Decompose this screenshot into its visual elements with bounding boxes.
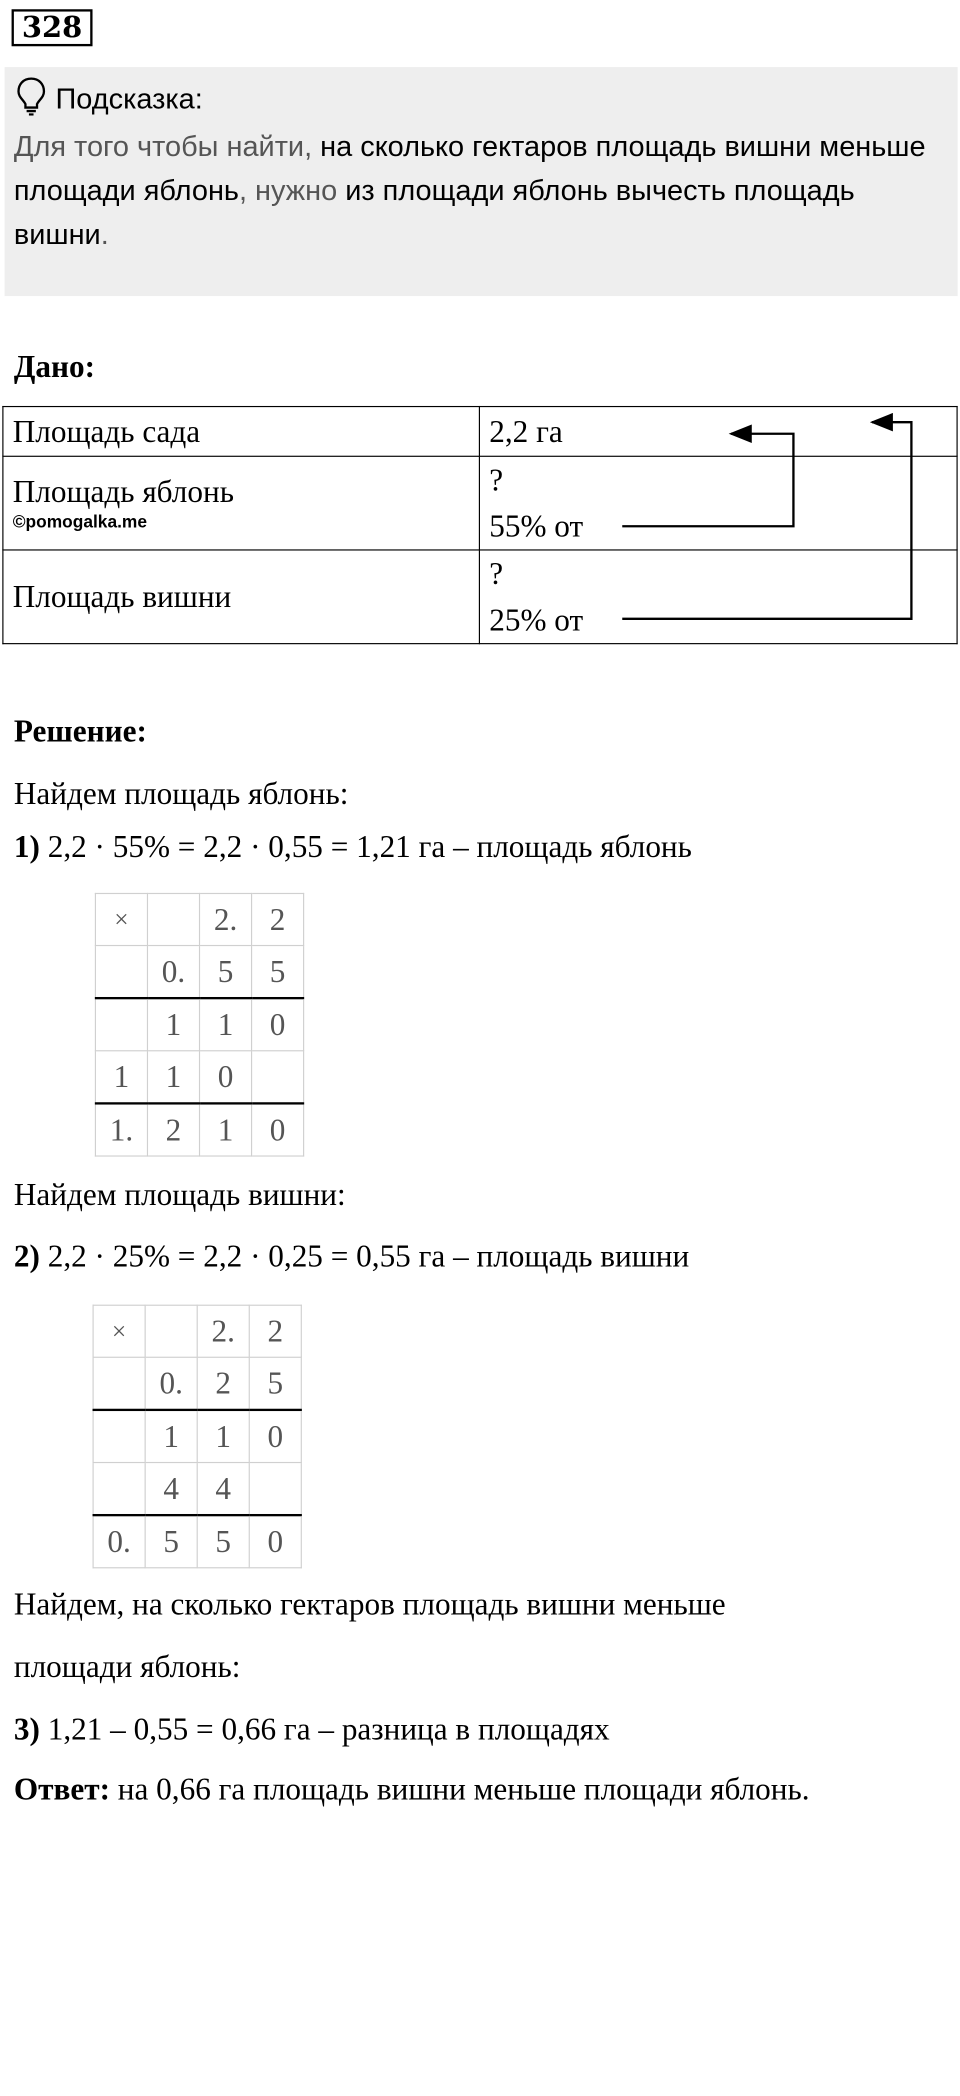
given-table xyxy=(2,406,957,647)
table-row xyxy=(3,550,957,644)
hint-header xyxy=(16,76,203,123)
calc-cell: 5 xyxy=(200,946,252,999)
calc-cell: × xyxy=(93,1305,145,1357)
calc-row xyxy=(93,1515,301,1568)
step-number: 2) xyxy=(13,1238,40,1274)
step-number: 1) xyxy=(13,829,40,864)
hint-part: . xyxy=(100,218,109,251)
given-label: Площадь сада xyxy=(3,407,480,457)
calc-cell: 2. xyxy=(200,893,252,945)
given-value: ? xyxy=(489,556,504,592)
calc-cell: 4 xyxy=(145,1463,197,1516)
step-text: 1,21 – 0,55 = 0,66 га – разница в площадях xyxy=(39,1711,610,1747)
calc-cell xyxy=(95,998,147,1051)
calc-cell: × xyxy=(95,893,147,945)
lightbulb-icon xyxy=(16,76,46,123)
calc-cell xyxy=(252,1051,304,1104)
calc-cell: 0 xyxy=(252,998,304,1051)
calc-row xyxy=(95,1103,303,1156)
calc-row xyxy=(93,1463,301,1516)
table-row xyxy=(3,407,957,457)
calc-cell xyxy=(95,946,147,999)
multiplication-table-1 xyxy=(95,893,304,1157)
step-text: 2,2 · 25% = 2,2 · 0,25 = 0,55 га – площадь вишни xyxy=(39,1238,690,1274)
calc-cell: 2 xyxy=(197,1357,249,1410)
solution-heading: Решение: xyxy=(13,713,147,749)
calc-cell: 1 xyxy=(197,1410,249,1463)
given-label: Площадь яблонь xyxy=(12,474,234,509)
calc-cell: 5 xyxy=(249,1357,301,1410)
answer-label: Ответ: xyxy=(13,1771,110,1807)
hint-part-bold: из площади яблонь вычесть площадь вишни xyxy=(13,174,855,251)
given-value: 2,2 га xyxy=(479,407,957,457)
calc-row xyxy=(93,1305,301,1357)
step1-intro: Найдем площадь яблонь: xyxy=(13,776,349,811)
given-value: ? xyxy=(489,462,504,498)
table-row xyxy=(3,456,957,550)
calc-cell: 1 xyxy=(147,998,199,1051)
calc-cell: 1. xyxy=(95,1103,147,1156)
calc-row xyxy=(93,1410,301,1463)
hint-part-bold: на сколько гектаров площадь вишни меньше площади яблонь xyxy=(13,130,926,208)
calc-row xyxy=(95,893,303,945)
calc-row xyxy=(95,1051,303,1104)
hint-part: , нужно xyxy=(238,174,346,208)
calc-cell: 2. xyxy=(197,1305,249,1357)
calc-cell: 1 xyxy=(200,1103,252,1156)
calc-cell: 0. xyxy=(147,946,199,999)
hint-box xyxy=(5,67,958,296)
given-label: Площадь вишни xyxy=(3,550,480,644)
calc-cell: 0 xyxy=(200,1051,252,1104)
step3-intro: Найдем, на сколько гектаров площадь вишни меньше xyxy=(13,1586,726,1622)
given-value: 55% от xyxy=(489,508,584,544)
calc-cell: 1 xyxy=(200,998,252,1051)
watermark: ©pomogalka.me xyxy=(12,512,147,533)
calc-cell: 4 xyxy=(197,1463,249,1516)
step2-line xyxy=(14,1239,689,1275)
answer-line xyxy=(14,1772,810,1808)
calc-cell: 5 xyxy=(145,1515,197,1568)
calc-cell: 2 xyxy=(147,1103,199,1156)
calc-cell: 5 xyxy=(197,1515,249,1568)
calc-row xyxy=(95,998,303,1051)
step1-line xyxy=(14,829,692,865)
hint-part: Для того чтобы найти, xyxy=(13,130,321,164)
given-heading: Дано: xyxy=(13,349,95,384)
calc-cell xyxy=(93,1410,145,1463)
calc-cell: 0 xyxy=(249,1515,301,1568)
calc-cell xyxy=(249,1463,301,1516)
step2-intro: Найдем площадь вишни: xyxy=(13,1177,346,1213)
step-number: 3) xyxy=(13,1711,40,1747)
calc-cell: 0. xyxy=(93,1515,145,1568)
step-text: 2,2 · 55% = 2,2 · 0,55 = 1,21 га – площадь яблонь xyxy=(39,829,692,864)
given-value: 25% от xyxy=(489,602,584,638)
calc-cell: 5 xyxy=(252,946,304,999)
calc-cell: 1 xyxy=(147,1051,199,1104)
calc-cell: 1 xyxy=(145,1410,197,1463)
calc-row xyxy=(93,1357,301,1410)
multiplication-table-2 xyxy=(93,1305,302,1569)
answer-text: на 0,66 га площадь вишни меньше площади яблонь. xyxy=(109,1771,810,1807)
task-number: 328 xyxy=(12,9,93,46)
calc-cell xyxy=(145,1305,197,1357)
step3-intro: площади яблонь: xyxy=(13,1649,241,1685)
calc-cell: 1 xyxy=(95,1051,147,1104)
calc-cell xyxy=(93,1463,145,1516)
calc-cell xyxy=(147,893,199,945)
hint-text xyxy=(14,125,953,257)
calc-cell: 2 xyxy=(249,1305,301,1357)
calc-cell: 2 xyxy=(252,893,304,945)
calc-cell: 0 xyxy=(249,1410,301,1463)
hint-title: Подсказка: xyxy=(55,83,203,116)
calc-cell: 0. xyxy=(145,1357,197,1410)
calc-row xyxy=(95,946,303,999)
calc-cell xyxy=(93,1357,145,1410)
calc-cell: 0 xyxy=(252,1103,304,1156)
step3-line xyxy=(14,1712,610,1748)
